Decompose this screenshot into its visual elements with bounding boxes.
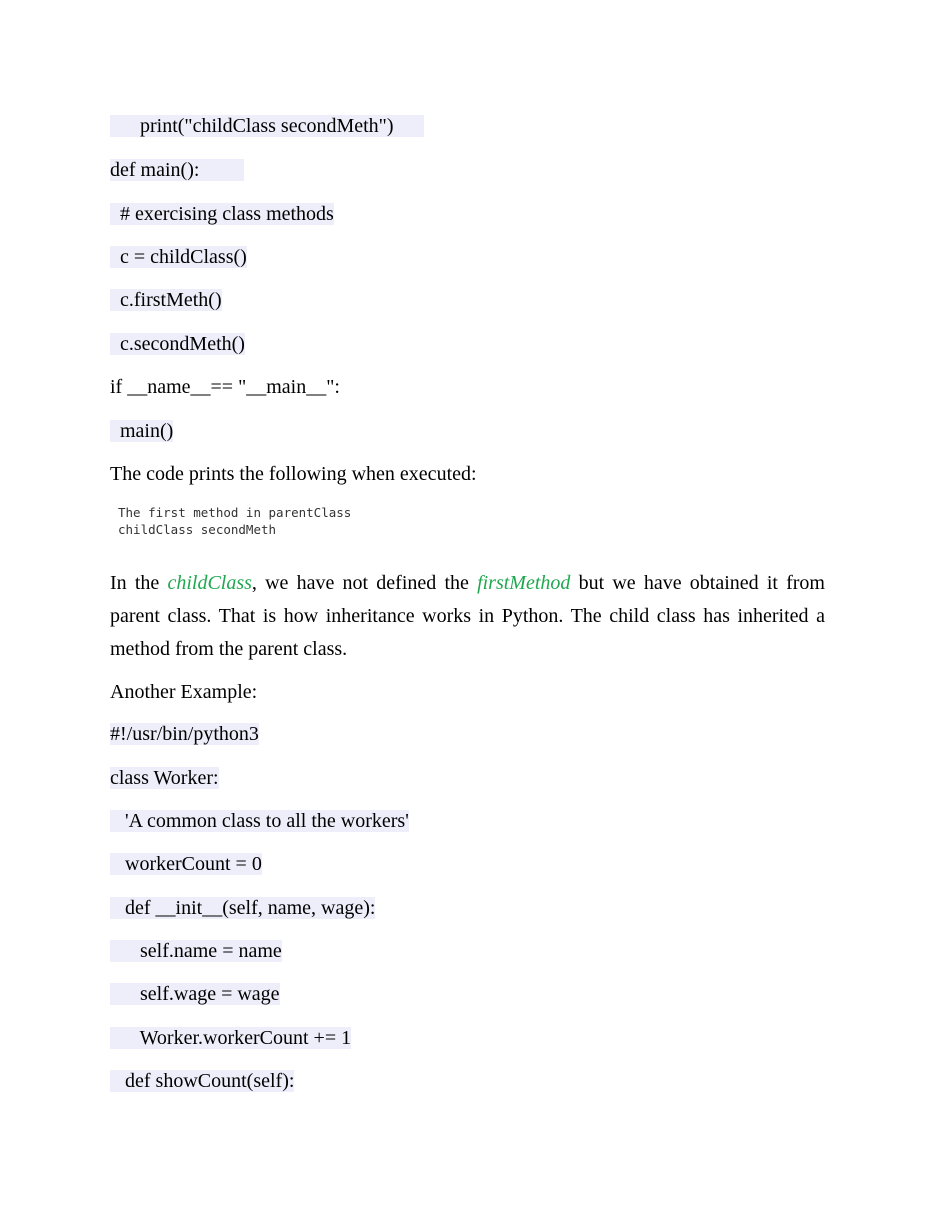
code-line: 'A common class to all the workers' [110,810,409,832]
code-line: c = childClass() [110,246,247,268]
explanation-paragraph [110,567,825,666]
program-output-image [110,500,410,544]
highlight-childclass: childClass [167,572,252,594]
code-if-line: if __name__== "__main__": [110,376,340,398]
output-line: The first method in parentClass [118,505,352,520]
paragraph-text: , we have not defined the [251,572,478,594]
code-main-call: main() [110,420,174,442]
code-line: Worker.workerCount += 1 [110,1027,352,1049]
code-line: class Worker: [110,767,219,789]
code-line: self.name = name [110,940,282,962]
code-line: c.secondMeth() [110,333,245,355]
code-line: self.wage = wage [110,983,280,1005]
output-intro-text: The code prints the following when executed: [110,463,477,485]
code-line: print("childClass secondMeth") [110,115,424,137]
another-example-heading: Another Example: [110,681,258,703]
code-line: def main(): [110,159,245,181]
code-line: def __init__(self, name, wage): [110,897,376,919]
paragraph-text: In the [110,572,168,594]
output-line: childClass secondMeth [118,522,277,537]
highlight-firstmethod: firstMethod [477,572,571,594]
code-line: def showCount(self): [110,1070,295,1092]
code-line: workerCount = 0 [110,853,262,875]
code-line: c.firstMeth() [110,289,222,311]
paragraph-text: but we have obtained it from parent class. That is how inheritance works in Python. The child class has inherited a method from the parent class. [110,572,825,660]
code-line: # exercising class methods [110,203,334,225]
code-line: #!/usr/bin/python3 [110,723,259,745]
